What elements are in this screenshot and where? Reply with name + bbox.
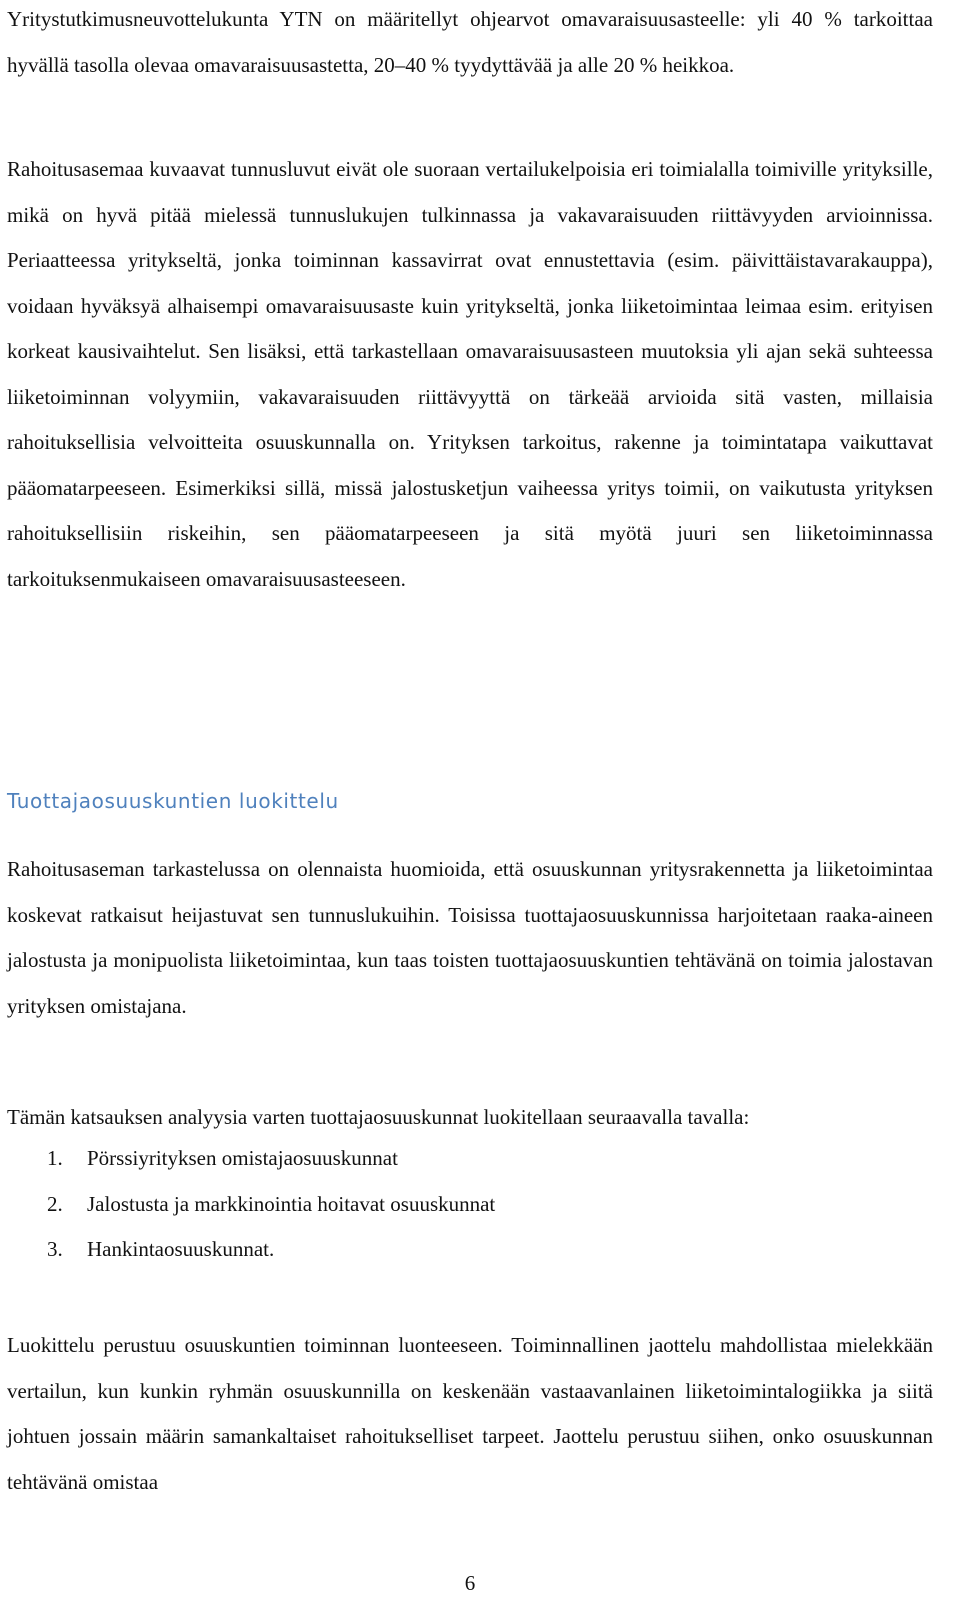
list-item-number: 1. — [47, 1146, 63, 1170]
list-item — [7, 1136, 495, 1182]
paragraph-financial-position: Rahoitusaseman tarkastelussa on olennaista huomioida, että osuuskunnan yritysrakennetta ja liiketoimintaa koskevat ratkaisut heijastuvat sen tunnuslukuihin. Toisissa tuottajaosuuskunnissa harjoitetaan raaka-aineen jalostusta ja monipuolista liiketoimintaa, kun taas toisten tuottajaosuuskuntien tehtävänä on toimia jalostavan yrityksen omistajana. — [7, 857, 933, 1018]
document-page — [7, 0, 933, 1610]
section-heading: Tuottajaosuuskuntien luokittelu — [7, 789, 339, 813]
paragraph-classification-basis: Luokittelu perustuu osuuskuntien toiminnan luonteeseen. Toiminnallinen jaottelu mahdollistaa mielekkään vertailun, kun kunkin ryhmän osuuskunnilla on keskenään vastaavanlainen liiketoimintalogiikka ja siitä johtuen jossain määrin samankaltaiset rahoitukselliset tarpeet. Jaottelu perustuu siihen, onko osuuskunnan tehtävänä omistaa — [7, 1333, 933, 1494]
paragraph-ytn-guidelines: Yritystutkimusneuvottelukunta YTN on määritellyt ohjearvot omavaraisuusasteelle: yli 40 % tarkoittaa hyvällä tasolla olevaa omavaraisuusastetta, 20–40 % tyydyttävää ja alle 20 % heikkoa. — [7, 7, 933, 77]
page-number: 6 — [464, 1571, 476, 1595]
list-item-number: 3. — [47, 1237, 63, 1261]
paragraph-financial-ratios: Rahoitusasemaa kuvaavat tunnusluvut eivät ole suoraan vertailukelpoisia eri toimialalla toimiville yrityksille, mikä on hyvä pitää mielessä tunnuslukujen tulkinnassa ja vakavaraisuuden riittävyyden arvioinnissa. Periaatteessa yritykseltä, jonka toiminnan kassavirrat ovat ennustettavia (esim. päivittäistavarakauppa), voidaan hyväksyä alhaisempi omavaraisuusaste kuin yritykseltä, jonka liiketoimintaa leimaa esim. erityisen korkeat kausivaihtelut. Sen lisäksi, että tarkastellaan omavaraisuusasteen muutoksia yli ajan sekä suhteessa liiketoiminnan volyymiin, vakavaraisuuden riittävyyttä on tärkeää arvioida sitä vasten, millaisia rahoituksellisia velvoitteita osuuskunnalla on. Yrityksen tarkoitus, rakenne ja toimintatapa vaikuttavat pääomatarpeeseen. Esimerkiksi sillä, missä jalostusketjun vaiheessa yritys toimii, on vaikutusta yrityksen rahoituksellisiin riskeihin, sen pääomatarpeeseen ja sitä myötä juuri sen liiketoiminnassa tarkoituksenmukaiseen omavaraisuusasteeseen. — [7, 157, 933, 591]
list-item-number: 2. — [47, 1191, 63, 1216]
list-item-text: Jalostusta ja markkinointia hoitavat osuuskunnat — [87, 1191, 496, 1216]
list-item — [7, 1182, 495, 1228]
list-item — [7, 1227, 495, 1273]
paragraph-classification-intro: Tämän katsauksen analyysia varten tuottajaosuuskunnat luokitellaan seuraavalla tavalla: — [7, 1105, 750, 1129]
list-item-text: Pörssiyrityksen omistajaosuuskunnat — [87, 1146, 398, 1170]
classification-list — [7, 1136, 495, 1273]
list-item-text: Hankintaosuuskunnat. — [87, 1237, 275, 1261]
